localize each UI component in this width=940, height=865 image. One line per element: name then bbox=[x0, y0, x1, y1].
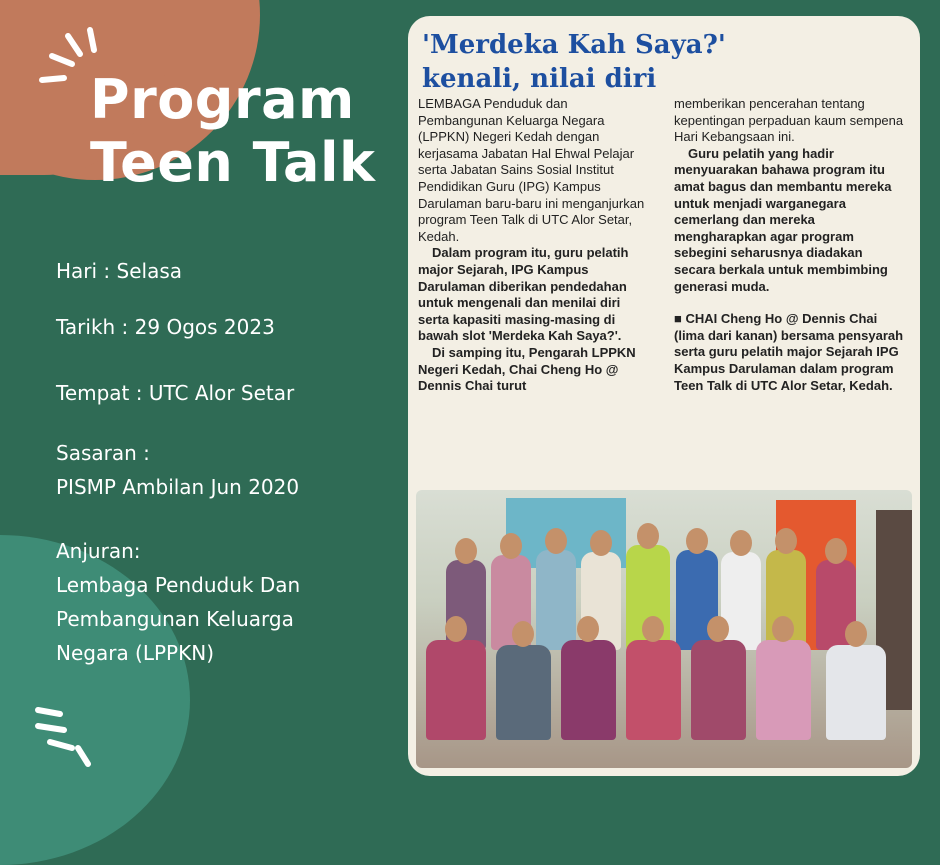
photo-person bbox=[561, 640, 616, 740]
article-paragraph: Di samping itu, Pengarah LPPKN Negeri Kedah, Chai Cheng Ho @ Dennis Chai turut bbox=[418, 344, 636, 394]
photo-person-head bbox=[500, 533, 522, 559]
anjuran-label: Anjuran: bbox=[56, 539, 141, 563]
article-paragraph: LEMBAGA Penduduk dan Pembangunan Keluarga Negara (LPPKN) Negeri Kedah dengan kerjasama Jabatan Hal Ehwal Pelajar serta Jabatan Sains Sosial Institut Pendidikan Guru (IPG) Kampus Darulaman baru-baru ini menganjurkan program Teen Talk di UTC Alor Setar, Kedah. bbox=[418, 96, 645, 244]
anjuran-line-1: Lembaga Penduduk Dan bbox=[56, 573, 301, 597]
info-hari: Hari : Selasa bbox=[56, 259, 183, 283]
page-title bbox=[90, 68, 410, 194]
sasaran-label: Sasaran : bbox=[56, 441, 150, 465]
photo-person bbox=[826, 645, 886, 740]
article-paragraph: Dalam program itu, guru pelatih major Sejarah, IPG Kampus Darulaman diberikan pendedahan untuk mengenali dan menilai diri serta kapasiti masing-masing di bawah slot 'Merdeka Kah Saya?'. bbox=[418, 245, 629, 344]
photo-person-head bbox=[772, 616, 794, 642]
photo-person-head bbox=[577, 616, 599, 642]
photo-person-head bbox=[642, 616, 664, 642]
photo-person-head bbox=[845, 621, 867, 647]
photo-person-head bbox=[775, 528, 797, 554]
info-tempat: Tempat : UTC Alor Setar bbox=[56, 381, 295, 405]
photo-person bbox=[691, 640, 746, 740]
photo-person-head bbox=[590, 530, 612, 556]
info-sasaran bbox=[56, 436, 299, 504]
photo-person-head bbox=[445, 616, 467, 642]
group-photo bbox=[416, 490, 912, 768]
photo-person bbox=[426, 640, 486, 740]
photo-person bbox=[756, 640, 811, 740]
photo-person-head bbox=[825, 538, 847, 564]
photo-person-head bbox=[707, 616, 729, 642]
title-line-1: Program bbox=[90, 68, 355, 131]
photo-person-head bbox=[545, 528, 567, 554]
sasaran-value: PISMP Ambilan Jun 2020 bbox=[56, 475, 300, 499]
sparkle-burst-icon bbox=[28, 700, 108, 770]
article-column-1 bbox=[418, 96, 648, 395]
article-paragraph: memberikan pencerahan tentang kepentingan perpaduan kaum sempena Hari Kebangsaan ini. bbox=[674, 96, 904, 145]
photo-person-head bbox=[637, 523, 659, 549]
photo-person-head bbox=[512, 621, 534, 647]
photo-person-head bbox=[686, 528, 708, 554]
photo-person bbox=[536, 550, 576, 650]
anjuran-line-2: Pembangunan Keluarga bbox=[56, 607, 294, 631]
clipping-headline-1: 'Merdeka Kah Saya?' bbox=[422, 30, 726, 60]
title-line-2: Teen Talk bbox=[90, 131, 376, 194]
article-paragraph: Guru pelatih yang hadir menyuarakan bahawa program itu amat bagus dan membantu mereka untuk menjadi warganegara cemerlang dan mereka mengharapkan agar program sebegini seharusnya diadakan secara berkala untuk membimbing generasi muda. bbox=[674, 145, 892, 294]
photo-person-head bbox=[455, 538, 477, 564]
clipping-headline-2: kenali, nilai diri bbox=[422, 64, 657, 94]
photo-caption: ■ CHAI Cheng Ho @ Dennis Chai (lima dari kanan) bersama pensyarah serta guru pelatih major Sejarah IPG Kampus Darulaman dalam program Teen Talk di UTC Alor Setar, Kedah. bbox=[674, 311, 904, 393]
info-anjuran bbox=[56, 534, 300, 670]
info-tarikh: Tarikh : 29 Ogos 2023 bbox=[56, 315, 275, 339]
article-column-2 bbox=[674, 96, 904, 394]
anjuran-line-3: Negara (LPPKN) bbox=[56, 641, 214, 665]
photo-person-head bbox=[730, 530, 752, 556]
newspaper-clipping bbox=[408, 16, 920, 776]
photo-person bbox=[626, 640, 681, 740]
photo-person bbox=[496, 645, 551, 740]
